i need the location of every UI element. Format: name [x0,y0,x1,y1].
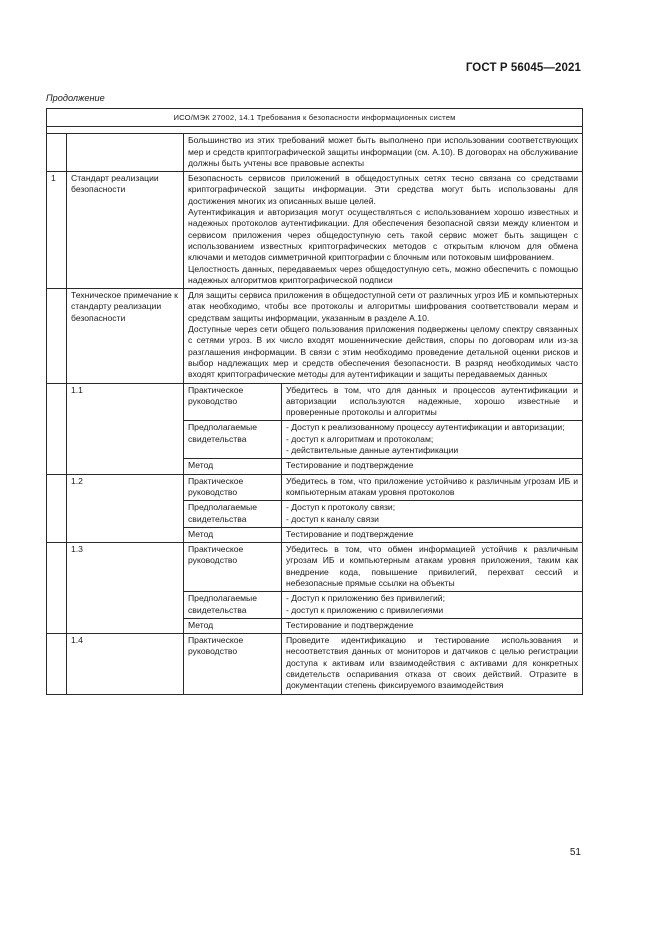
continuation-label: Продолжение [46,93,105,103]
practice-label: Практическое руководство [184,634,282,694]
standard-row [47,172,583,289]
top-note-row [47,134,583,172]
evidence-item: - Доступ к приложению без привилегий; [286,593,445,604]
item-number: 1.3 [67,543,184,634]
item-practice-row [47,383,583,421]
tech-note-row [47,289,583,383]
table-spacer-row [47,127,583,134]
paragraph: Целостность данных, передаваемых через общедоступную сеть, можно обеспечить с помощью надежных алгоритмов криптографической подписи [188,263,579,285]
empty-cell [47,383,67,474]
method-label: Метод [184,618,282,633]
row-label: Стандарт реализации безопасности [67,172,184,289]
evidence-list [282,592,583,619]
item-number: 1.1 [67,383,184,474]
practice-label: Практическое руководство [184,474,282,501]
row-number: 1 [47,172,67,289]
standard-text [184,172,583,289]
evidence-label: Предполагаемые свидетельства [184,421,282,459]
evidence-item: - действительные данные аутентификации [286,445,459,456]
table-title: ИСО/МЭК 27002, 14.1 Требования к безопасности информационных систем [47,109,583,127]
evidence-label: Предполагаемые свидетельства [184,501,282,528]
method-text: Тестирование и подтверждение [282,459,583,474]
item-number: 1.2 [67,474,184,542]
page-number: 51 [569,847,581,858]
practice-label: Практическое руководство [184,543,282,592]
paragraph: Для защиты сервиса приложения в общедоступной сети от различных угроз ИБ и компьютерных атак необходимо, чтобы все протоколы и алгоритмы шифрования соответствовали мерам и средствам защиты информации, указанным в разделе А.10. [188,290,579,323]
top-note-text: Большинство из этих требований может быть выполнено при использовании соответствующих мер и средств криптографической защиты информации (см. А.10). В договорах на обслуживание должны быть учтены все правовые аспекты [184,134,583,172]
evidence-item: - доступ к приложению с привилегиями [286,604,444,615]
evidence-item: - доступ к каналу связи [286,513,379,524]
item-practice-row [47,634,583,694]
practice-label: Практическое руководство [184,383,282,421]
empty-cell [67,134,184,172]
method-text: Тестирование и подтверждение [282,618,583,633]
evidence-label: Предполагаемые свидетельства [184,592,282,619]
empty-cell [47,474,67,542]
practice-text: Убедитесь в том, что обмен информацией устойчив к различным угрозам ИБ и компьютерным атакам уровня приложения, таким как внедрение кода, повышение привилегий, перехват сессий и небезопасные прямые ссылки на объекты [282,543,583,592]
practice-text: Убедитесь в том, что для данных и процессов аутентификации и авторизации используются надежные, хорошо известные и проверенные протоколы и алгоритмы [282,383,583,421]
document-standard-code: ГОСТ Р 56045—2021 [465,62,581,74]
empty-cell [47,134,67,172]
practice-text: Убедитесь в том, что приложение устойчиво к различным угрозам ИБ и компьютерным атакам уровня протоколов [282,474,583,501]
item-practice-row [47,474,583,501]
evidence-item: - доступ к алгоритмам и протоколам; [286,433,434,444]
requirements-table [46,108,583,695]
item-practice-row [47,543,583,592]
method-text: Тестирование и подтверждение [282,527,583,542]
item-number: 1.4 [67,634,184,694]
method-label: Метод [184,459,282,474]
method-label: Метод [184,527,282,542]
evidence-list [282,501,583,528]
evidence-item: - Доступ к протоколу связи; [286,502,396,513]
empty-cell [47,289,67,383]
paragraph: Аутентификация и авторизация могут осуществляться с использованием хорошо известных и надежных протоколов аутентификации. Для обеспечения безопасной связи между клиентом и сервисом приложения через общедоступную сеть такой сервис может быть защищен с использованием известных криптографических методов с открытым ключом для обмена ключами и методов симметричной криптографии с блочным или потоковым шифрованием. [188,207,579,263]
tech-note-text [184,289,583,383]
empty-cell [47,634,67,694]
row-label: Техническое примечание к стандарту реализации безопасности [67,289,184,383]
practice-text: Проведите идентификацию и тестирование использования и несоответствия данных от мониторов и датчиков с целью регистрации доступа к активам или взаимодействия с активами для конкретных свидетельств оспаривания отказа от своих действий. Отразите в документации степень фиксируемого взаимодействия [282,634,583,694]
paragraph: Безопасность сервисов приложений в общедоступных сетях тесно связана со средствами криптографической защиты информации. Эти средства могут быть использованы для достижения многих из описанных выше целей. [188,173,579,206]
paragraph: Доступные через сети общего пользования приложения подвержены целому спектру связанных с сетями угроз. В их число входят мошеннические действия, споры по договорам или из-за разглашения информации. В связи с этим необходимо проведение детальной оценки рисков и выбор надлежащих мер и средств обеспечения безопасности. В разряд необходимых часто входят криптографические методы для аутентификации и защиты передаваемых данных [188,324,579,380]
evidence-item: - Доступ к реализованному процессу аутентификации и авторизации; [286,422,565,433]
evidence-list [282,421,583,459]
empty-cell [47,543,67,634]
